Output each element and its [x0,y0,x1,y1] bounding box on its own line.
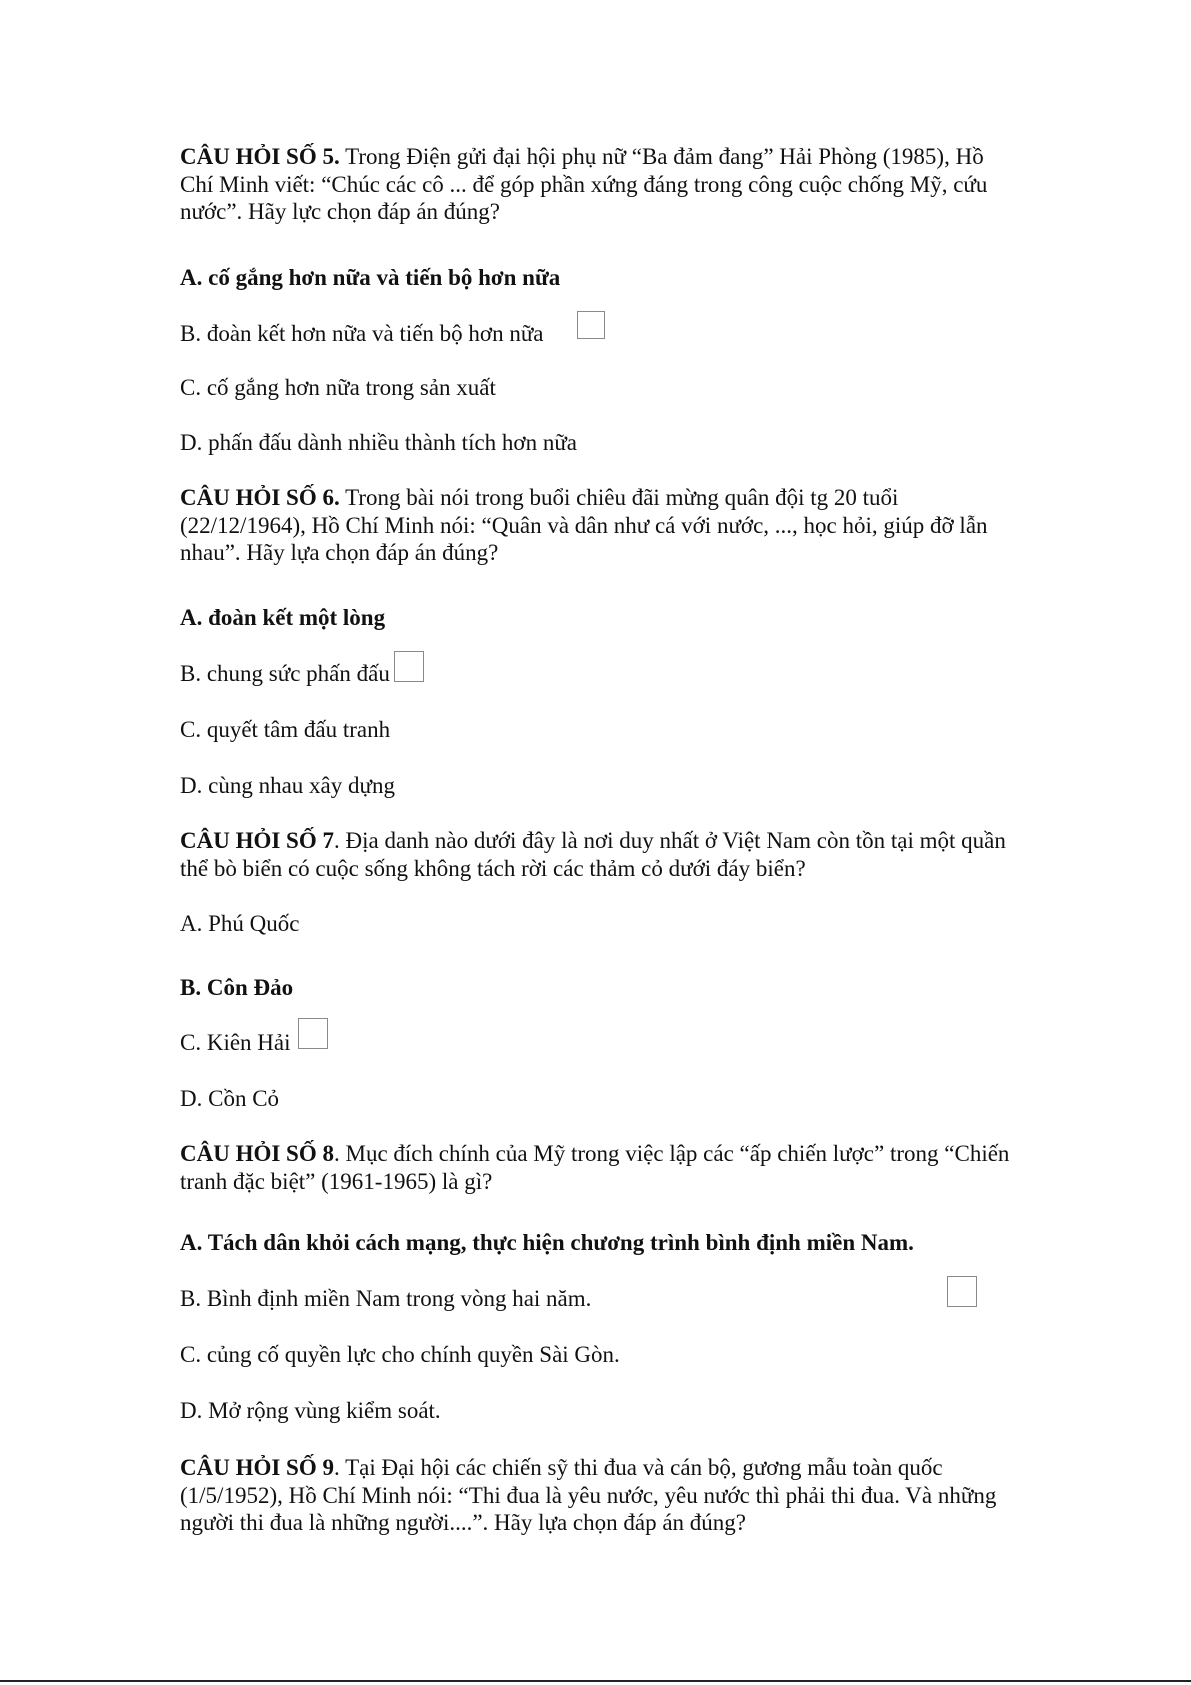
question-5 [180,143,1010,226]
question-8-option-c: C. củng cố quyền lực cho chính quyền Sài Gòn. [180,1342,620,1367]
question-7-option-c: C. Kiên Hải [180,1030,291,1055]
question-7 [180,827,1010,882]
question-9 [180,1454,1010,1537]
question-6-text: Trong bài nói trong buổi chiêu đãi mừng quân đội tg 20 tuổi (22/12/1964), Hồ Chí Minh nói: “Quân và dân như cá với nước, ..., học hỏi, giúp đỡ lẫn nhau”. Hãy lựa chọn đáp án đúng? [180,485,988,565]
question-6 [180,484,1010,567]
question-6-option-b: B. chung sức phấn đấu [180,661,390,686]
question-9-text: . Tại Đại hội các chiến sỹ thi đua và cán bộ, gương mẫu toàn quốc (1/5/1952), Hồ Chí Minh nói: “Thi đua là yêu nước, yêu nước thì phải thi đua. Và những người thi đua là những người....”. Hãy lựa chọn đáp án đúng? [180,1455,997,1535]
question-8-option-b: B. Bình định miền Nam trong vòng hai năm. [180,1286,592,1311]
answer-checkbox[interactable] [394,651,424,682]
answer-checkbox[interactable] [947,1276,977,1307]
question-5-option-d: D. phấn đấu dành nhiều thành tích hơn nữa [180,430,578,455]
question-8-label: CÂU HỎI SỐ 8 [180,1141,334,1166]
question-5-option-a: A. cố gắng hơn nữa và tiến bộ hơn nữa [180,265,561,290]
question-9-label: CÂU HỎI SỐ 9 [180,1455,334,1480]
question-8-text: . Mục đích chính của Mỹ trong việc lập các “ấp chiến lược” trong “Chiến tranh đặc biệt” (1961-1965) là gì? [180,1141,1010,1194]
question-6-option-d: D. cùng nhau xây dựng [180,773,395,798]
question-8-option-d: D. Mở rộng vùng kiểm soát. [180,1398,441,1423]
question-7-option-d: D. Cồn Cỏ [180,1086,280,1111]
answer-checkbox[interactable] [577,311,605,339]
question-6-option-c: C. quyết tâm đấu tranh [180,717,391,742]
question-5-text: Trong Điện gửi đại hội phụ nữ “Ba đảm đang” Hải Phòng (1985), Hồ Chí Minh viết: “Chúc các cô ... để góp phần xứng đáng trong công cuộc chống Mỹ, cứu nước”. Hãy lực chọn đáp án đúng? [180,144,988,224]
question-7-text: . Địa danh nào dưới đây là nơi duy nhất ở Việt Nam còn tồn tại một quần thể bò biển có cuộc sống không tách rời các thảm cỏ dưới đáy biển? [180,828,1006,881]
question-7-option-a: A. Phú Quốc [180,911,300,936]
question-6-label: CÂU HỎI SỐ 6. [180,485,340,510]
question-6-option-a: A. đoàn kết một lòng [180,605,386,630]
question-7-option-b: B. Côn Đảo [180,975,294,1000]
question-8-option-a: A. Tách dân khỏi cách mạng, thực hiện chương trình bình định miền Nam. [180,1230,914,1255]
question-5-option-b: B. đoàn kết hơn nữa và tiến bộ hơn nữa [180,321,544,346]
question-5-option-c: C. cố gắng hơn nữa trong sản xuất [180,375,496,400]
question-7-label: CÂU HỎI SỐ 7 [180,828,334,853]
page-bottom-rule [0,1680,1191,1682]
question-8 [180,1140,1010,1195]
question-5-label: CÂU HỎI SỐ 5. [180,144,340,169]
answer-checkbox[interactable] [298,1018,328,1049]
